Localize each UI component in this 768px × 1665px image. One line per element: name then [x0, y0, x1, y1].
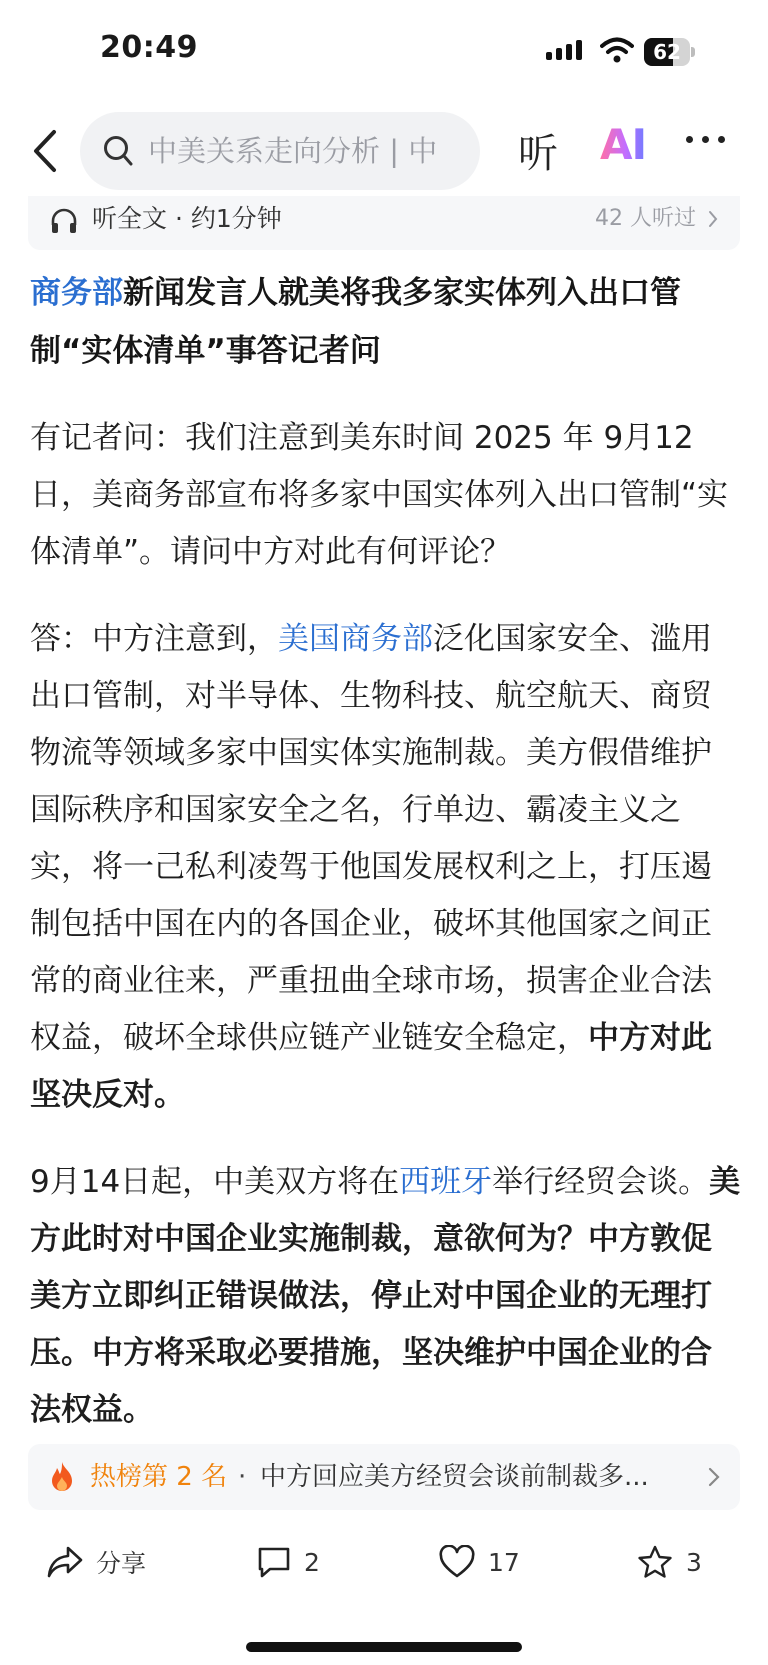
search-input[interactable] [80, 112, 480, 190]
signal-icon [546, 40, 582, 60]
wifi-icon [600, 36, 634, 64]
question-paragraph: 有记者问：我们注意到美东时间 2025 年 9月12日，美商务部宣布将多家中国实体列入出口管制“实体清单”。请问中方对此有何评论？ [30, 420, 729, 570]
more-icon[interactable] [686, 136, 725, 143]
heart-icon [438, 1545, 476, 1579]
talks-bold: 美方此时对中国企业实施制裁，意欲何为？中方敦促美方立即纠正错误做法，停止对中国企业的无理打压。中方将采取必要措施，坚决维护中国企业的合法权益。 [30, 1164, 741, 1428]
comment-icon [256, 1545, 292, 1579]
like-button[interactable] [438, 1526, 520, 1598]
talks-link[interactable]: 西班牙 [399, 1164, 493, 1200]
share-label: 分享 [96, 1549, 147, 1578]
action-bar [0, 1526, 768, 1598]
battery-percent: 62 [653, 40, 681, 64]
home-indicator [246, 1642, 522, 1652]
listen-button[interactable]: 听 [518, 131, 558, 177]
favorite-button[interactable] [636, 1526, 702, 1598]
answer-prefix: 答：中方注意到， [30, 621, 278, 657]
status-time: 20:49 [100, 30, 198, 65]
comment-count: 2 [304, 1547, 320, 1577]
hot-rank: 热榜第 2 名 [90, 1462, 228, 1492]
nav-bar [0, 108, 768, 194]
favorite-count: 3 [686, 1547, 702, 1577]
article-body [30, 264, 742, 1439]
ai-button[interactable]: AI [600, 120, 647, 169]
answer-paragraph [30, 611, 742, 1124]
title-link[interactable]: 商务部 [30, 275, 123, 311]
headphone-icon [50, 208, 78, 234]
hot-list-bar[interactable] [28, 1444, 740, 1510]
talks-prefix: 9月14日起，中美双方将在 [30, 1164, 400, 1200]
search-text: 中美关系走向分析 | 中 [148, 134, 438, 168]
hot-title: 中方回应美方经贸会谈前制裁多... [260, 1462, 649, 1492]
star-icon [636, 1544, 674, 1580]
answer-body: 泛化国家安全、滥用出口管制，对半导体、生物科技、航空航天、商贸物流等领域多家中国实体实施制裁。美方假借维护国际秩序和国家安全之名，行单边、霸凌主义之实，将一己私利凌驾于他国发展权利之上，打压遏制包括中国在内的各国企业，破坏其他国家之间正常的商业往来，严重扭曲全球市场，损害企业合法权益，破坏全球供应链产业链安全稳定， [30, 621, 712, 1056]
share-icon [46, 1545, 84, 1579]
answer-bold: 中方对此坚决反对。 [30, 1020, 712, 1113]
chevron-right-icon [708, 1467, 720, 1487]
talks-paragraph [30, 1154, 742, 1439]
chevron-right-icon [708, 210, 718, 228]
talks-mid: 举行经贸会谈。 [492, 1164, 710, 1200]
listen-full-text-bar[interactable] [28, 196, 740, 250]
title-text: 新闻发言人就美将我多家实体列入出口管制“实体清单”事答记者问 [30, 275, 681, 369]
like-count: 17 [488, 1547, 520, 1577]
listener-count: 42 人听过 [595, 206, 696, 231]
battery-icon [644, 38, 694, 66]
back-icon[interactable] [28, 128, 64, 174]
search-icon [102, 134, 134, 168]
status-bar [0, 0, 768, 100]
fire-icon [48, 1461, 76, 1493]
audio-label: 听全文 · 约1分钟 [92, 204, 282, 233]
hot-separator: · [238, 1462, 247, 1492]
article-title [30, 264, 742, 380]
share-button[interactable] [46, 1526, 146, 1598]
answer-link[interactable]: 美国商务部 [278, 621, 433, 657]
comment-button[interactable] [256, 1526, 320, 1598]
